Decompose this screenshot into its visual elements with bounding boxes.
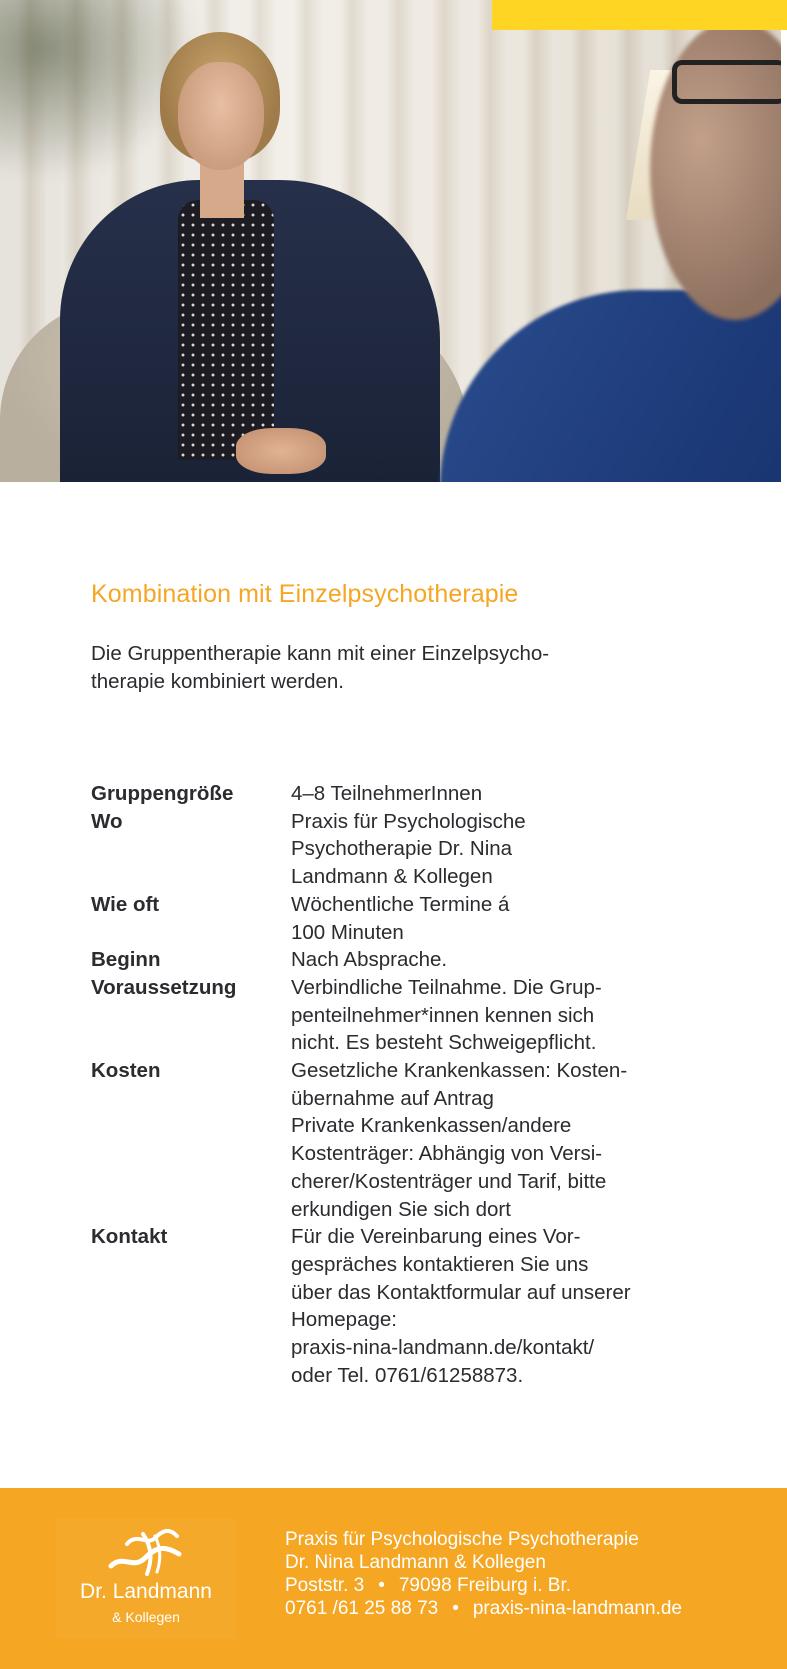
fact-value: Gesetzliche Krankenkassen: Kosten- übernahme auf Antrag Private Krankenkassen/andere Kostenträger: Abhängig von Versi- cherer/Kostenträger und Tarif, bitte erkundigen Sie sich dort bbox=[291, 1059, 628, 1221]
address-street-city bbox=[285, 1574, 682, 1597]
fact-value: Praxis für Psychologische Psychotherapie Dr. Nina Landmann & Kollegen bbox=[291, 809, 526, 889]
fact-label: Kontakt bbox=[91, 1225, 168, 1249]
street: Poststr. 3 bbox=[285, 1575, 365, 1596]
fact-label: Kosten bbox=[91, 1059, 161, 1083]
facts-row-location bbox=[91, 808, 711, 891]
facts-row-costs bbox=[91, 1057, 711, 1223]
fact-value: Nach Absprache. bbox=[291, 948, 448, 972]
address-line: Dr. Nina Landmann & Kollegen bbox=[285, 1552, 546, 1573]
website-link[interactable]: praxis-nina-landmann.de bbox=[472, 1598, 682, 1619]
facts-row-group-size bbox=[91, 780, 711, 808]
wave-logo-icon bbox=[103, 1524, 189, 1580]
client-glasses bbox=[672, 60, 781, 104]
hero-right-margin bbox=[781, 0, 787, 482]
phone-number: 0761 /61 25 88 73 bbox=[285, 1598, 439, 1619]
city: 79098 Freiburg i. Br. bbox=[398, 1575, 572, 1596]
intro-line: Die Gruppentherapie kann mit einer Einzelpsycho- bbox=[91, 642, 550, 665]
logo-name: Dr. Landmann bbox=[80, 1580, 212, 1603]
fact-value: Verbindliche Teilnahme. Die Grup- penteilnehmer*innen kennen sich nicht. Es besteht Schweigepflicht. bbox=[291, 975, 602, 1055]
therapist-dress bbox=[178, 200, 274, 460]
facts-row-requirement bbox=[91, 974, 711, 1057]
intro-text bbox=[91, 640, 651, 696]
practice-logo bbox=[56, 1518, 236, 1638]
bullet-separator: • bbox=[378, 1575, 385, 1596]
fact-value: 4–8 TeilnehmerInnen bbox=[291, 782, 483, 805]
fact-label: Gruppengröße bbox=[91, 782, 234, 805]
fact-label: Wo bbox=[91, 809, 123, 833]
facts-row-contact bbox=[91, 1223, 711, 1389]
fact-value: Für die Vereinbarung eines Vor- gespräches kontaktieren Sie uns über das Kontaktformular auf unserer Homepage: praxis-nina-landmann.de/kontakt/ oder Tel. 0761/61258873. bbox=[291, 1225, 631, 1387]
therapist-face bbox=[178, 62, 264, 170]
bullet-separator: • bbox=[452, 1598, 459, 1619]
facts-row-start bbox=[91, 946, 711, 974]
facts-row-frequency bbox=[91, 891, 711, 946]
fact-label: Beginn bbox=[91, 948, 161, 972]
fact-label: Voraussetzung bbox=[91, 975, 237, 999]
section-title: Kombination mit Einzelpsychotherapie bbox=[91, 580, 519, 608]
logo-subtitle: & Kollegen bbox=[112, 1609, 180, 1625]
yellow-accent-bar bbox=[492, 0, 787, 30]
footer-bar bbox=[0, 1488, 787, 1669]
fact-label: Wie oft bbox=[91, 892, 160, 916]
fact-value: Wöchentliche Termine á 100 Minuten bbox=[291, 892, 510, 944]
hero-photo bbox=[0, 0, 781, 482]
footer-address bbox=[285, 1528, 682, 1620]
address-phone-web bbox=[285, 1597, 682, 1620]
facts-table bbox=[91, 780, 711, 1389]
therapist-hands bbox=[236, 428, 326, 474]
intro-line: therapie kombiniert werden. bbox=[91, 670, 344, 693]
address-line: Praxis für Psychologische Psychotherapie bbox=[285, 1529, 639, 1550]
